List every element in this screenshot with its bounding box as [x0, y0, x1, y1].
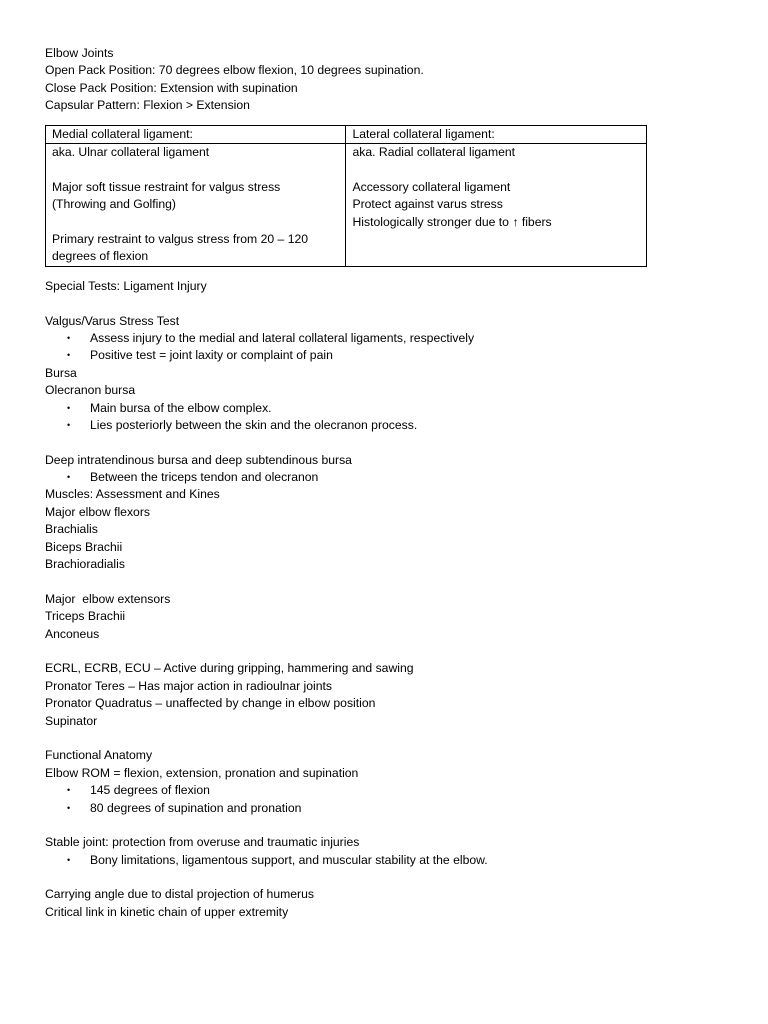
list-item: • Between the triceps tendon and olecranon: [45, 469, 735, 486]
table-body-row: [46, 143, 647, 266]
critical-link-line: Critical link in kinetic chain of upper extremity: [45, 904, 289, 919]
capsular-line: Capsular Pattern: Flexion > Extension: [45, 98, 250, 113]
extensor-item: Anconeus: [45, 626, 100, 641]
lateral-body-cell: [346, 143, 647, 266]
open-pack-line: Open Pack Position: 70 degrees elbow flexion, 10 degrees supination.: [45, 63, 424, 78]
medial-major-2: (Throwing and Golfing): [52, 197, 176, 212]
bursa-heading: Bursa: [45, 365, 77, 380]
lateral-header-cell: Lateral collateral ligament:: [346, 125, 647, 143]
muscle-other-line: ECRL, ECRB, ECU – Active during gripping, hammering and sawing: [45, 661, 414, 676]
bullet-icon: •: [67, 802, 71, 813]
medial-primary-2: degrees of flexion: [52, 249, 149, 264]
valgus-heading: Valgus/Varus Stress Test: [45, 313, 180, 328]
muscle-other-line: Supinator: [45, 713, 98, 728]
bullet-icon: •: [67, 419, 71, 430]
special-tests-heading: Special Tests: Ligament Injury: [45, 278, 207, 293]
medial-body-cell: [46, 143, 346, 266]
table-header-row: [46, 125, 647, 143]
bullet-icon: •: [67, 402, 71, 413]
document-page: [45, 45, 735, 921]
list-item: • Lies posteriorly between the skin and the olecranon process.: [45, 417, 735, 434]
lateral-protect: Protect against varus stress: [352, 197, 503, 212]
flexor-item: Biceps Brachii: [45, 539, 123, 554]
list-item: • Main bursa of the elbow complex.: [45, 400, 735, 417]
list-item: • 145 degrees of flexion: [45, 782, 735, 799]
rom-line: Elbow ROM = flexion, extension, pronation and supination: [45, 765, 359, 780]
medial-major-1: Major soft tissue restraint for valgus stress: [52, 179, 281, 194]
medial-primary-1: Primary restraint to valgus stress from 20 – 120: [52, 231, 309, 246]
flexor-item: Brachialis: [45, 522, 98, 537]
lateral-histo: Histologically stronger due to ↑ fibers: [352, 214, 552, 229]
close-pack-line: Close Pack Position: Extension with supination: [45, 80, 298, 95]
medial-aka: aka. Ulnar collateral ligament: [52, 144, 210, 159]
list-item: • Bony limitations, ligamentous support, and muscular stability at the elbow.: [45, 852, 735, 869]
ligament-table: [45, 125, 647, 267]
olecranon-heading: Olecranon bursa: [45, 383, 136, 398]
bullet-icon: •: [67, 332, 71, 343]
medial-header-cell: Medial collateral ligament:: [46, 125, 346, 143]
list-item: • Positive test = joint laxity or complaint of pain: [45, 347, 735, 364]
functional-heading: Functional Anatomy: [45, 748, 153, 763]
stable-joint-line: Stable joint: protection from overuse and traumatic injuries: [45, 835, 360, 850]
lateral-aka: aka. Radial collateral ligament: [352, 144, 516, 159]
extensors-heading: Major elbow extensors: [45, 591, 171, 606]
muscles-heading: Muscles: Assessment and Kines: [45, 487, 220, 502]
list-item: • Assess injury to the medial and lateral collateral ligaments, respectively: [45, 330, 735, 347]
lateral-accessory: Accessory collateral ligament: [352, 179, 511, 194]
muscle-other-line: Pronator Teres – Has major action in radioulnar joints: [45, 678, 332, 693]
muscle-other-line: Pronator Quadratus – unaffected by change in elbow position: [45, 696, 376, 711]
bullet-icon: •: [67, 472, 71, 483]
list-item: • 80 degrees of supination and pronation: [45, 800, 735, 817]
flexor-item: Brachioradialis: [45, 557, 125, 572]
bullet-icon: •: [67, 350, 71, 361]
extensor-item: Triceps Brachii: [45, 609, 126, 624]
bullet-icon: •: [67, 854, 71, 865]
bullet-icon: •: [67, 785, 71, 796]
carrying-angle-line: Carrying angle due to distal projection of humerus: [45, 887, 314, 902]
doc-title: Elbow Joints: [45, 46, 114, 60]
flexors-heading: Major elbow flexors: [45, 504, 150, 519]
deep-bursa-line: Deep intratendinous bursa and deep subtendinous bursa: [45, 452, 352, 467]
